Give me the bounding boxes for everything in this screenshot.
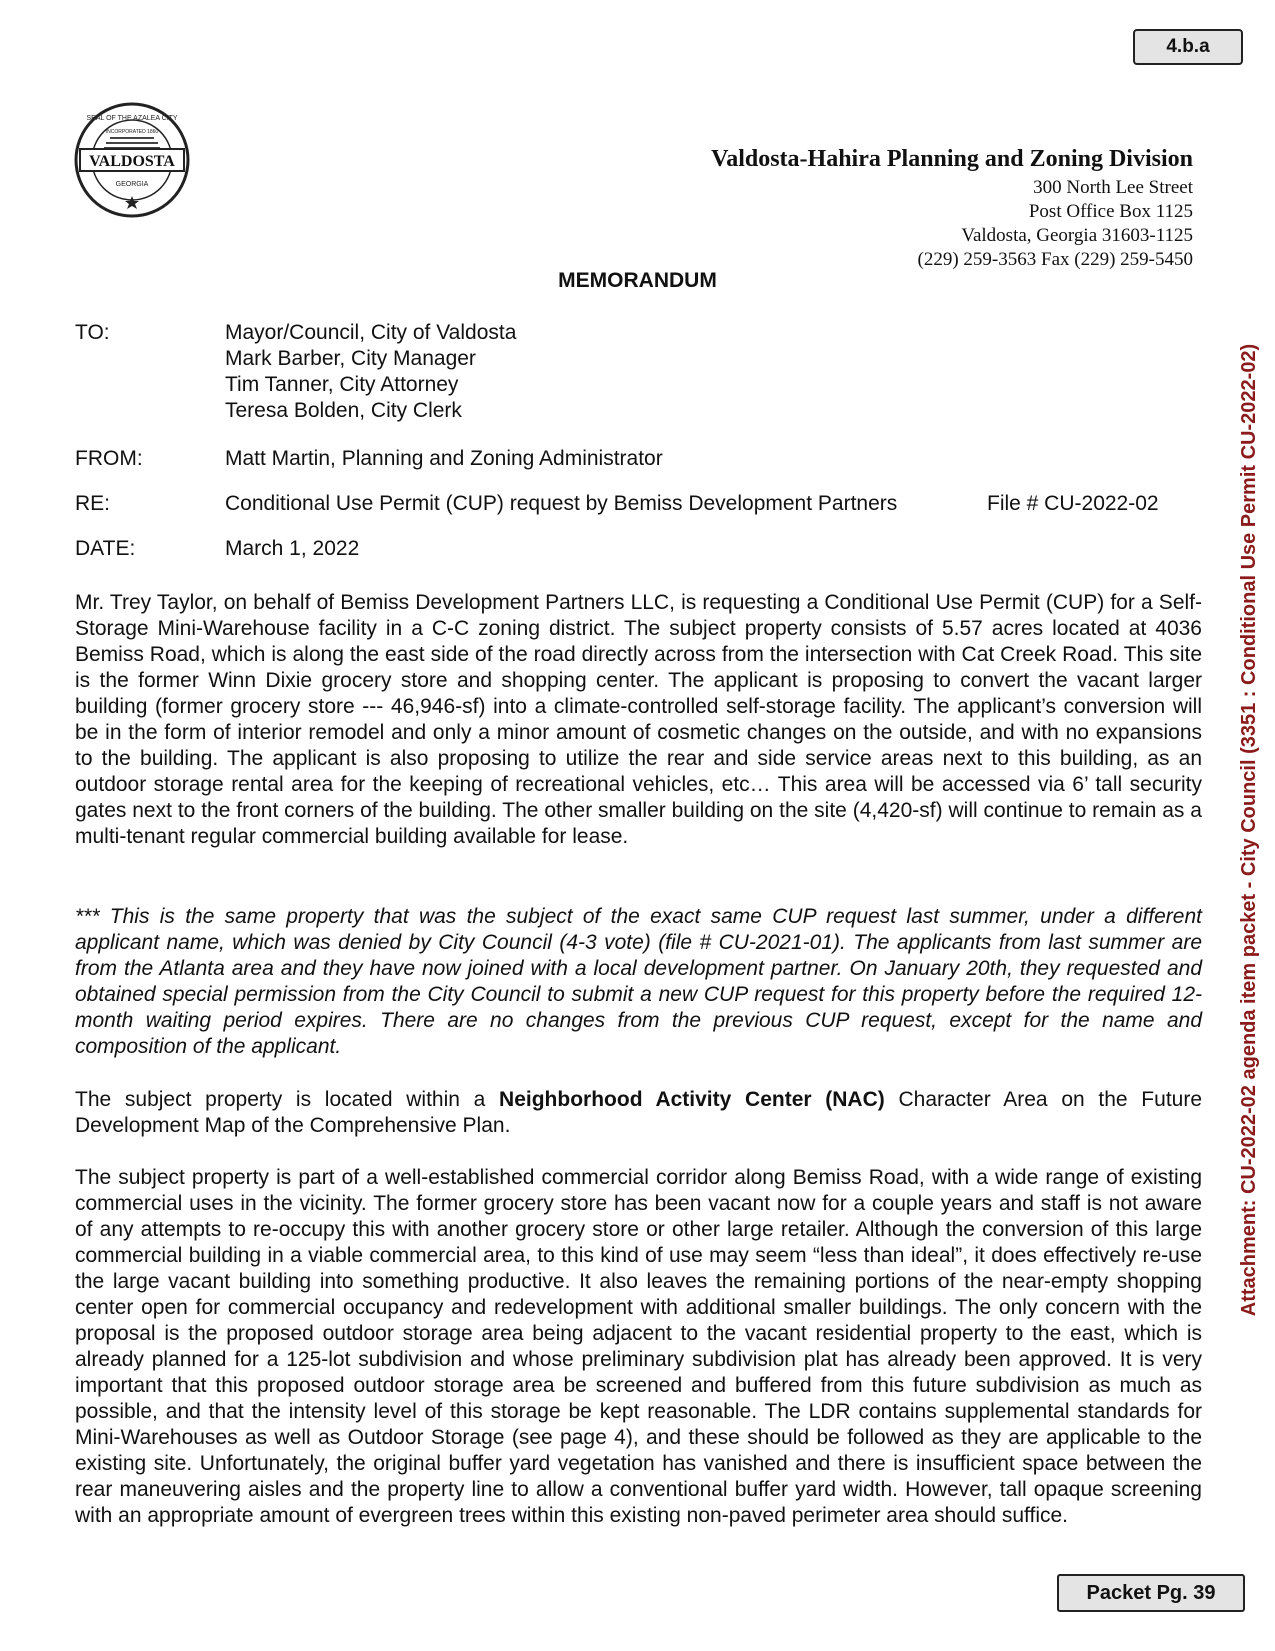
recipient: Mayor/Council, City of Valdosta	[225, 321, 517, 344]
paragraph-staff-analysis	[75, 1165, 1202, 1529]
character-area-name: Neighborhood Activity Center (NAC)	[499, 1088, 885, 1111]
svg-text:VALDOSTA: VALDOSTA	[89, 153, 175, 170]
paragraph-text: Mr. Trey Taylor, on behalf of Bemiss Development Partners LLC, is requesting a Conditional Use Permit (CUP) for a Self-Storage Mini-Warehouse facility in a C-C zoning district. The subject property consists of 5.57 acres located at 4036 Bemiss Road, which is along the east side of the road directly across from the intersection with Cat Creek Road. This site is the former Winn Dixie grocery store and shopping center. The applicant is proposing to convert the vacant larger building (former grocery store --- 46,946-sf) into a climate-controlled self-storage facility. The applicant’s conversion will be in the form of interior remodel and only a minor amount of cosmetic changes on the outside, and with no expansions to the building. The applicant is also proposing to utilize the rear and side service areas next to this building, as an outdoor storage rental area for the keeping of recreational vehicles, etc… This area will be accessed via 6’ tall security gates next to the front corners of the building. The other smaller building on the site (4,420-sf) will continue to remain as a multi-tenant regular commercial building available for lease.	[75, 591, 1202, 848]
agenda-item-tag: 4.b.a	[1133, 29, 1243, 65]
paragraph-text: *** This is the same property that was the subject of the exact same CUP request last summer, under a different applicant name, which was denied by City Council (4-3 vote) (file # CU-2021-01). The applicants from last summer are from the Atlanta area and they have now joined with a local development partner. On January 20th, they requested and obtained special permission from the City Council to submit a new CUP request for this property before the required 12-month waiting period expires. There are no changes from the previous CUP request, except for the name and composition of the applicant.	[75, 905, 1202, 1058]
packet-page-tag: Packet Pg. 39	[1057, 1574, 1245, 1612]
paragraph-text: The subject property is part of a well-established commercial corridor along Bemiss Road, with a wide range of existing commercial uses in the vicinity. The former grocery store has been vacant now for a couple years and staff is not aware of any attempts to re-occupy this with another grocery store or other large retailer. Although the conversion of this large commercial building in a viable commercial area, to this kind of use may seem “less than ideal”, it does effectively re-use the large vacant building into something productive. It also leaves the remaining portions of the near-empty shopping center open for commercial occupancy and redevelopment with additional smaller buildings. The only concern with the proposal is the proposed outdoor storage area being adjacent to the vacant residential property to the east, which is already planned for a 125-lot subdivision and whose preliminary subdivision plat has already been approved. It is very important that this proposed outdoor storage area be screened and buffered from this future subdivision as much as possible, and that the intensity level of this storage be kept reasonable. The LDR contains supplemental standards for Mini-Warehouses as well as Outdoor Storage (see page 4), and these should be followed as they are applicable to the existing site. Unfortunately, the original buffer yard vegetation has vanished and there is insufficient space between the rear maneuvering aisles and the property line to allow a conventional buffer yard width. However, tall opaque screening with an appropriate amount of evergreen trees within this existing non-paved perimeter area should suffice.	[75, 1166, 1202, 1527]
paragraph-prior-request-note	[75, 904, 1202, 1060]
recipient: Mark Barber, City Manager	[225, 347, 476, 370]
city-seal-logo	[72, 100, 192, 220]
paragraph-request	[75, 590, 1202, 850]
svg-text:SEAL OF THE AZALEA CITY: SEAL OF THE AZALEA CITY	[86, 115, 178, 122]
to-label: TO:	[75, 321, 110, 344]
recipient: Tim Tanner, City Attorney	[225, 373, 459, 396]
re-label: RE:	[75, 492, 111, 515]
org-name: Valdosta-Hahira Planning and Zoning Division	[711, 146, 1193, 172]
re-value: Conditional Use Permit (CUP) request by Bemiss Development Partners	[225, 492, 898, 515]
memo-title: MEMORANDUM	[558, 269, 717, 292]
svg-text:GEORGIA: GEORGIA	[115, 181, 149, 188]
attachment-side-label: Attachment: CU-2022-02 agenda item packet - City Council (3351 : Conditional Use Permit CU-2022-02)	[1238, 343, 1260, 1317]
recipient: Teresa Bolden, City Clerk	[225, 399, 462, 422]
paragraph-character-area	[75, 1087, 1202, 1139]
address-line-phone: (229) 259-3563 Fax (229) 259-5450	[917, 249, 1193, 270]
from-value: Matt Martin, Planning and Zoning Administrator	[225, 447, 663, 470]
address-line-street: 300 North Lee Street	[1033, 177, 1193, 198]
file-number: File # CU-2022-02	[987, 492, 1159, 515]
svg-text:INCORPORATED 1860: INCORPORATED 1860	[105, 129, 159, 135]
to-recipients	[225, 320, 516, 424]
letterhead	[711, 144, 1193, 272]
address-line-city: Valdosta, Georgia 31603-1125	[961, 225, 1193, 246]
date-label: DATE:	[75, 537, 136, 560]
date-value: March 1, 2022	[225, 537, 360, 560]
from-label: FROM:	[75, 447, 143, 470]
address-line-po-box: Post Office Box 1125	[1028, 201, 1193, 222]
paragraph-text: The subject property is located within a Neighborhood Activity Center (NAC) Character Area on the Future Development Map of the Comprehensive Plan.	[75, 1088, 1203, 1137]
